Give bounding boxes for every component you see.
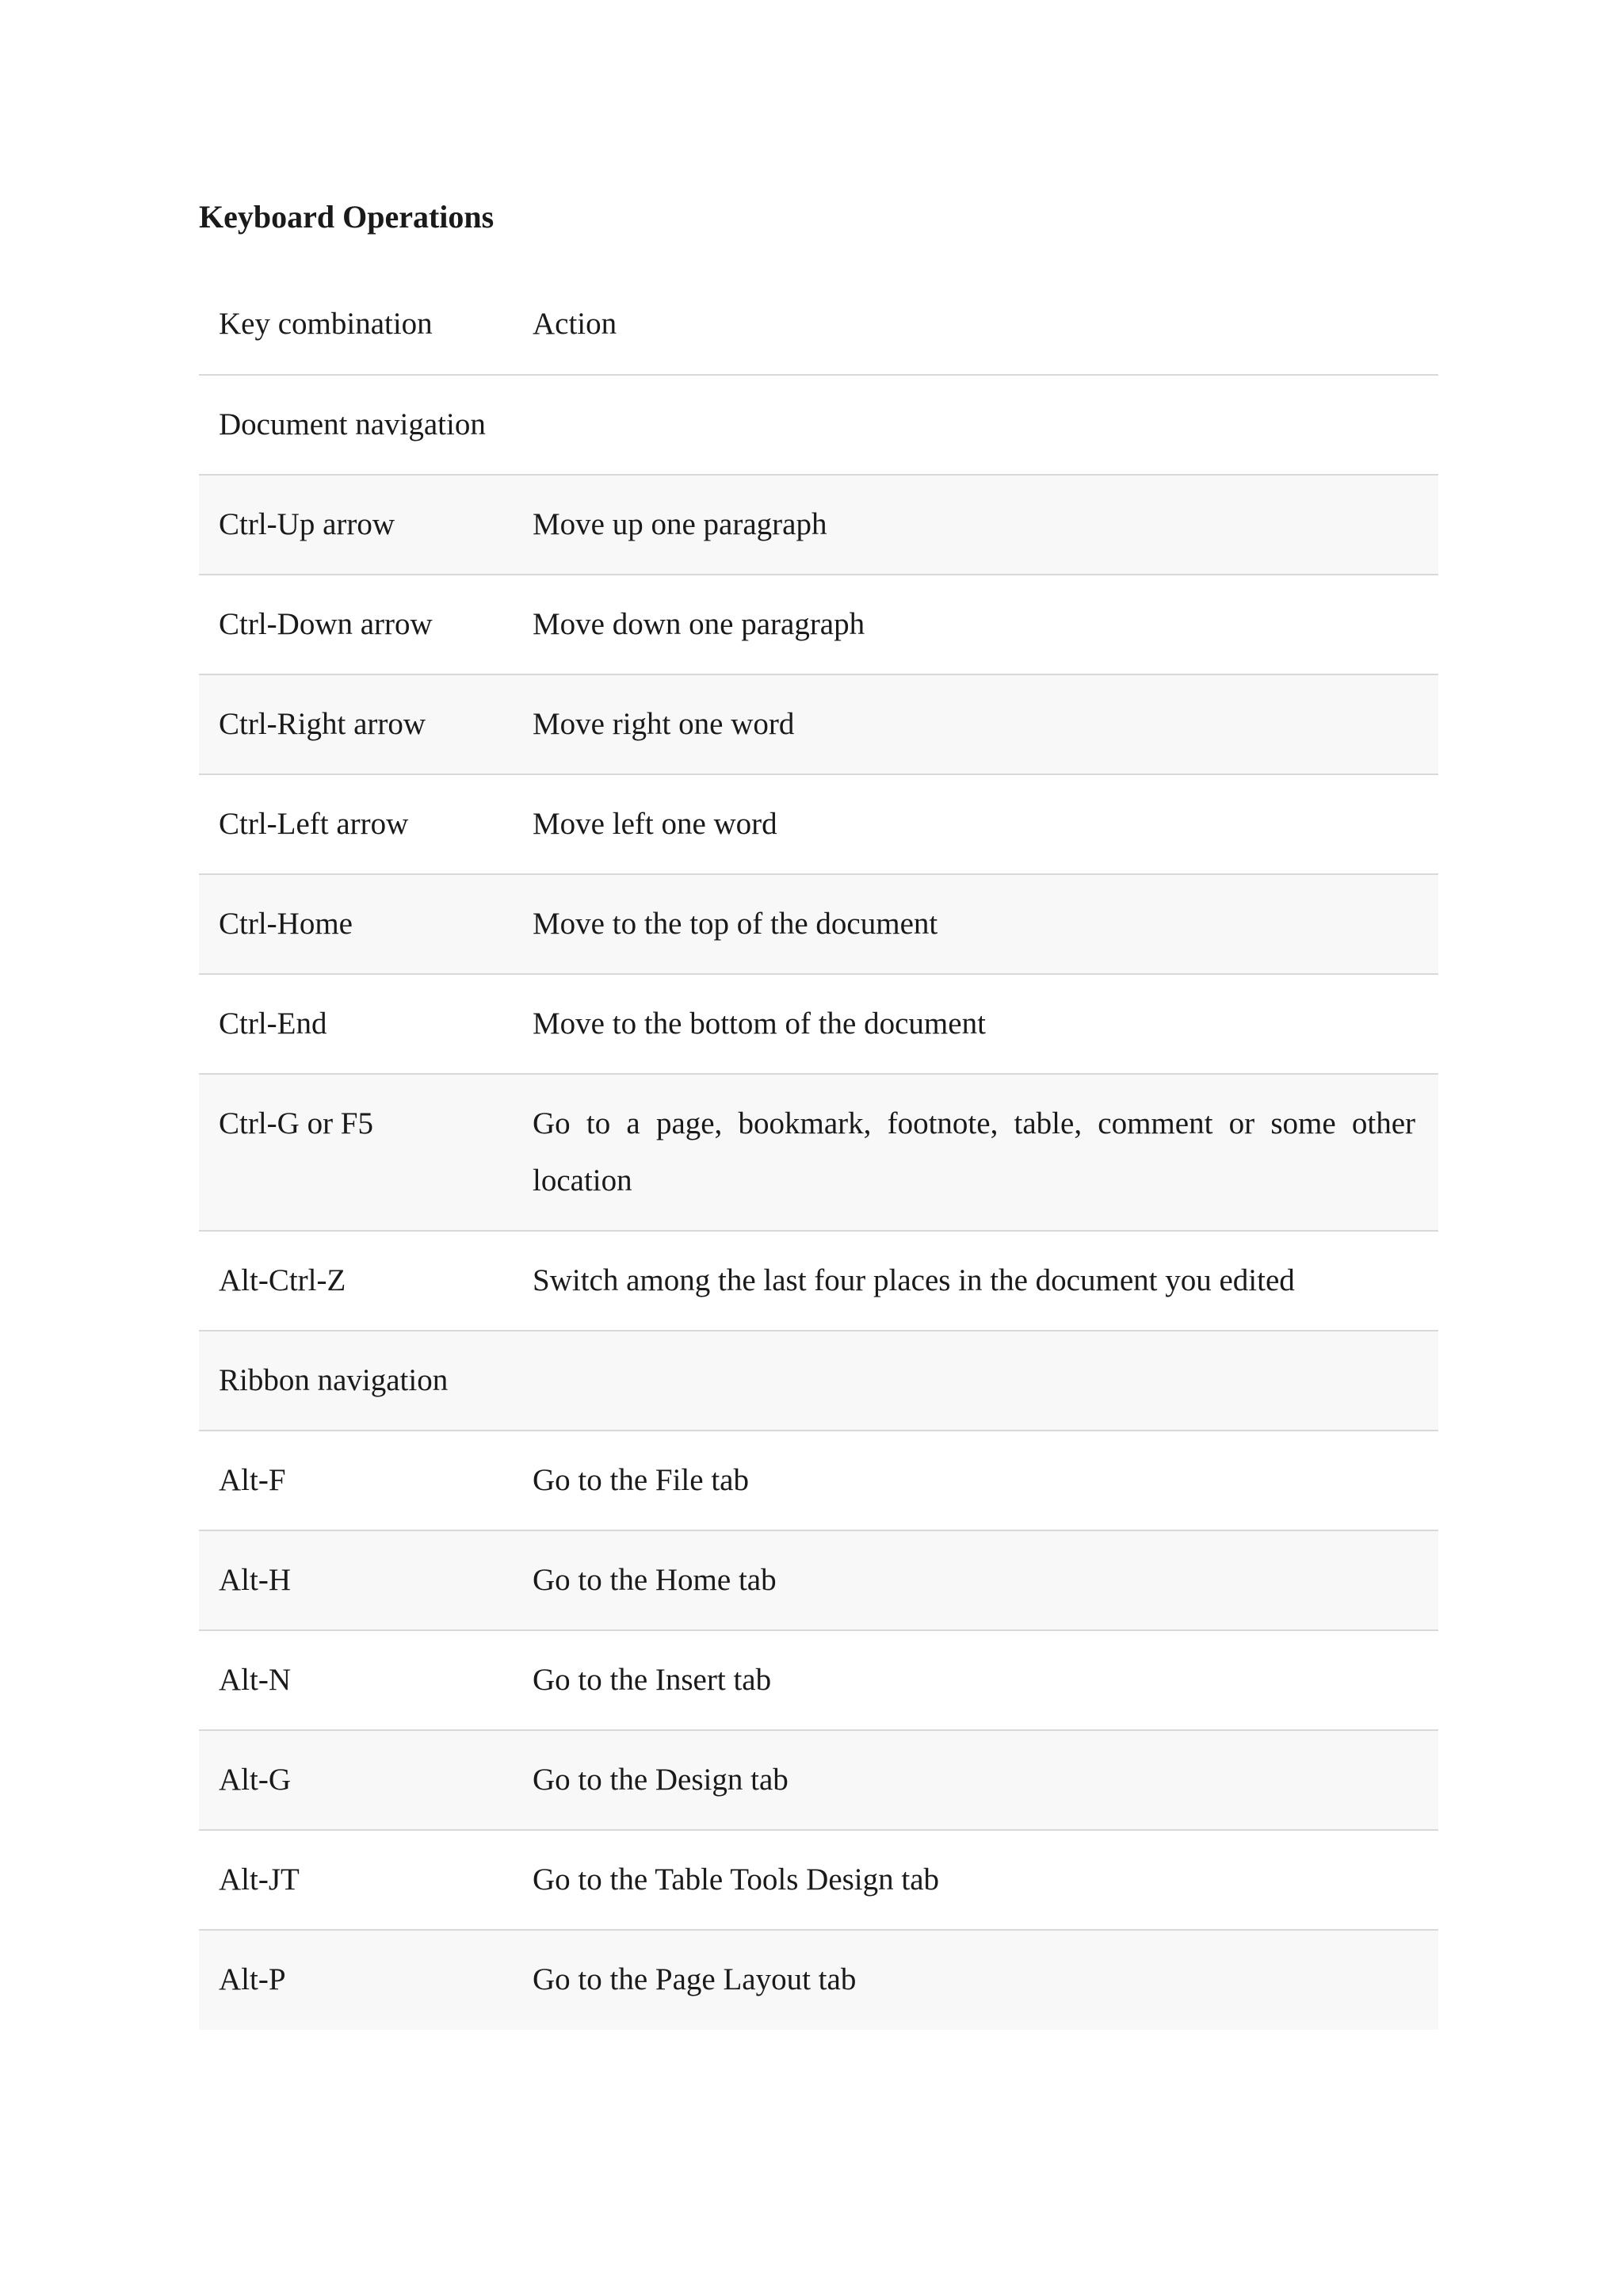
table-row [199, 974, 1438, 1074]
key-cell: Ctrl-Up arrow [199, 475, 513, 575]
section-row [199, 1331, 1438, 1431]
action-cell: Move to the top of the document [513, 874, 1438, 974]
table-row [199, 1930, 1438, 2030]
key-cell: Alt-F [199, 1431, 513, 1530]
table-row [199, 1530, 1438, 1630]
action-cell: Go to the Table Tools Design tab [513, 1830, 1438, 1930]
header-key-combination: Key combination [199, 275, 513, 375]
table-row [199, 475, 1438, 575]
section-label: Ribbon navigation [199, 1331, 513, 1431]
key-cell: Alt-P [199, 1930, 513, 2030]
action-cell: Go to the Home tab [513, 1530, 1438, 1630]
page-title: Keyboard Operations [199, 199, 495, 235]
action-cell: Go to the Design tab [513, 1730, 1438, 1830]
section-action [513, 375, 1438, 475]
action-cell: Move left one word [513, 774, 1438, 874]
table-row [199, 575, 1438, 674]
key-cell: Alt-Ctrl-Z [199, 1231, 513, 1331]
action-cell: Go to the Insert tab [513, 1630, 1438, 1730]
key-cell: Ctrl-End [199, 974, 513, 1074]
section-label: Document navigation [199, 375, 513, 475]
key-cell: Alt-G [199, 1730, 513, 1830]
header-action: Action [513, 275, 1438, 375]
table-row [199, 1074, 1438, 1231]
key-cell: Alt-JT [199, 1830, 513, 1930]
key-cell: Ctrl-Home [199, 874, 513, 974]
shortcut-table [199, 275, 1438, 2030]
section-row [199, 375, 1438, 475]
action-cell: Go to a page, bookmark, footnote, table, comment or some other location [513, 1074, 1438, 1231]
key-cell: Alt-N [199, 1630, 513, 1730]
key-cell: Alt-H [199, 1530, 513, 1630]
key-cell: Ctrl-Left arrow [199, 774, 513, 874]
action-cell: Move to the bottom of the document [513, 974, 1438, 1074]
table-header-row [199, 275, 1438, 375]
action-cell: Move down one paragraph [513, 575, 1438, 674]
table-row [199, 874, 1438, 974]
table-row [199, 1630, 1438, 1730]
table-row [199, 1431, 1438, 1530]
table-row [199, 1730, 1438, 1830]
section-action [513, 1331, 1438, 1431]
key-cell: Ctrl-Down arrow [199, 575, 513, 674]
action-cell: Move right one word [513, 674, 1438, 774]
action-cell: Go to the Page Layout tab [513, 1930, 1438, 2030]
table-row [199, 1231, 1438, 1331]
key-cell: Ctrl-G or F5 [199, 1074, 513, 1231]
table-row [199, 1830, 1438, 1930]
action-cell: Go to the File tab [513, 1431, 1438, 1530]
table-row [199, 774, 1438, 874]
key-cell: Ctrl-Right arrow [199, 674, 513, 774]
table-row [199, 674, 1438, 774]
action-cell: Move up one paragraph [513, 475, 1438, 575]
action-cell: Switch among the last four places in the document you edited [513, 1231, 1438, 1331]
